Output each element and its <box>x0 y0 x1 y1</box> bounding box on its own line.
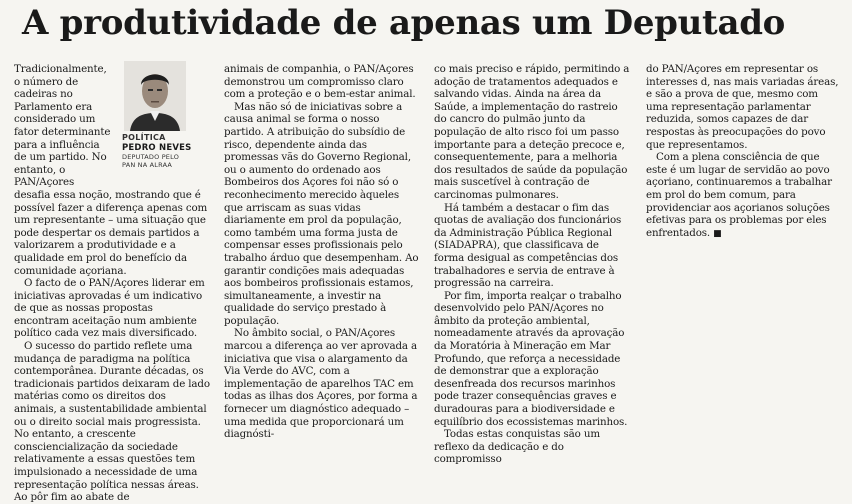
author-portrait-icon <box>124 61 186 131</box>
paragraph: Tradicionalmente, o número de cadeiras no Parlamento era considerado um fator determinante para a influência de um partido. No entanto, o PAN/Açores desafia essa noção, mostrando que é possível fazer a diferença apenas com um representante – uma situação que pode despertar os demais partidos a valorizarem a produtividade e a qualidade em prol do benefício da comunidade açoriana. <box>14 63 208 277</box>
paragraph-final-text: Com a plena consciência de que este é um lugar de servidão ao povo açoriano, continuaremos a trabalhar em prol do bem comum, para providenciar aos açorianos soluções efetivas para os problemas por eles enfrentados. <box>646 151 832 239</box>
author-box <box>118 63 210 183</box>
headline: A produtividade de apenas um Deputado <box>22 3 786 43</box>
paragraph: Há também a destacar o fim das quotas de avaliação dos funcionários da Administração Pública Regional (SIADAPRA), que classificava de forma desigual as competências dos trabalhadores e servia de entrave à progressão na carreira. <box>434 201 622 290</box>
end-mark-icon: ■ <box>713 228 722 239</box>
paragraph: Por fim, importa realçar o trabalho desenvolvido pelo PAN/Açores no âmbito da proteção ambiental, nomeadamente através da aprovação da Moratória à Mineração em Mar Profundo, que reforça a necessidade de demonstrar que a exploração desenfreada dos recursos marinhos pode trazer consequências graves e duradouras para a biodiversidade e equilíbrio dos ecossistemas marinhos. <box>434 289 628 428</box>
byline <box>122 133 210 169</box>
author-role-line-2: PAN NA ALRAA <box>122 161 173 169</box>
paragraph: do PAN/Açores em representar os interesses d, nas mais variadas áreas, e são a prova de que, mesmo com uma representação parlamentar reduzida, somos capazes de dar respostas às preocupações do povo que representamos. <box>646 63 839 151</box>
paragraph: Todas estas conquistas são um reflexo da dedicação e do compromisso <box>434 428 600 466</box>
paragraph: Mas não só de iniciativas sobre a causa animal se forma o nosso partido. A atribuição do subsídio de risco, dependente ainda das promessas vãs do Governo Regional, ou o aumento do ordenado aos Bombeiros dos Açores foi não só o reconhecimento merecido àqueles que arriscam as suas vidas diariamente em prol da população, como também uma forma justa de compensar esses profissionais pelo trabalho árduo que desempenham. Ao garantir condições mais adequadas aos bombeiros profissionais estamos, simultaneamente, a investir na qualidade do serviço prestado à população. <box>224 100 419 327</box>
paragraph: No âmbito social, o PAN/Açores marcou a diferença ao ver aprovada a iniciativa que visa o alargamento da Via Verde do AVC, com a implementação de aparelhos TAC em todas as ilhas dos Açores, por forma a fornecer um diagnóstico adequado – uma medida que proporcionará um diagnósti- <box>224 327 418 441</box>
article-column-1 <box>14 63 210 504</box>
paragraph: O sucesso do partido reflete uma mudança de paradigma na política contemporânea. Durante décadas, os tradicionais partidos deixaram de lado matérias como os direitos dos animais, a sustentabilidade ambiental ou o direito social mais progressista. No entanto, a crescente consciencialização da sociedade relativamente a essas questões tem impulsionado a necessidade de uma representação política nessas áreas. Ao pôr fim ao abate de <box>14 340 210 504</box>
author-name: PEDRO NEVES <box>122 143 192 153</box>
paragraph: co mais preciso e rápido, permitindo a adoção de tratamentos adequados e salvando vidas. Ainda na área da Saúde, a implementação do rastreio do cancro do pulmão junto da população de alto risco foi um passo importante para a deteção precoce e, consequentemente, para a melhoria dos resultados de saúde da população mais suscetível à contração de carcinomas pulmonares. <box>434 63 630 201</box>
article-column-4 <box>646 63 840 487</box>
paragraph-final <box>646 151 840 240</box>
article-column-2 <box>224 63 420 487</box>
section-label: POLÍTICA <box>122 133 166 142</box>
author-photo <box>124 61 186 131</box>
author-role-line-1: DEPUTADO PELO <box>122 153 180 161</box>
paragraph: O facto de o PAN/Açores liderar em iniciativas aprovadas é um indicativo de que as nossas propostas encontram aceitação num ambiente político cada vez mais diversificado. <box>14 277 205 340</box>
paragraph: animais de companhia, o PAN/Açores demonstrou um compromisso claro com a proteção e o bem-estar animal. <box>224 63 416 101</box>
article-column-3 <box>434 63 630 487</box>
